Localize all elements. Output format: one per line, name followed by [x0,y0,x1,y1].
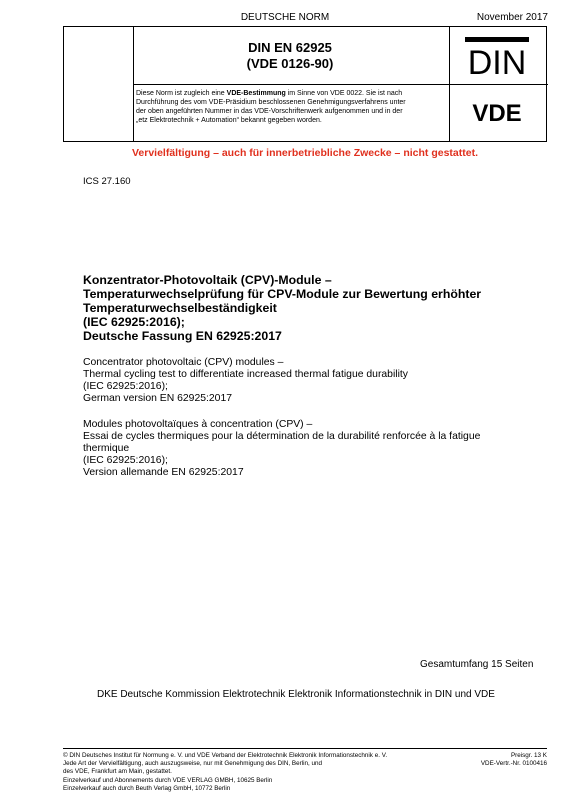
din-logo [464,36,530,78]
vde-note: Diese Norm ist zugleich eine VDE-Bestimmung im Sinne von VDE 0022. Sie ist nach Durchführung des vom VDE-Präsidium beschlossenen Genehmigungsverfahrens unter der oben angeführten Nummer in das VDE-Vorschriftenwerk aufgenommen und in der „etz Elektrotechnik + Automation“ bekannt gegeben worden. [136,90,406,124]
vde-logo [460,98,534,126]
title-german: Konzentrator-Photovoltaik (CPV)-Module – Temperaturwechselprüfung für CPV-Module zur Bewertung erhöhter Temperaturwechselbeständigkeit (IEC 62925:2016); Deutsche Fassung EN 62925:2017 [83,273,482,343]
footer-price-info: Preisgr. 13 K VDE-Vertr.-Nr. 0100416 [480,752,547,768]
norm-type-label: DEUTSCHE NORM [240,12,330,23]
svg-text:VDE: VDE [472,100,522,126]
footer-copyright: © DIN Deutsches Institut für Normung e. V. und VDE Verband der Elektrotechnik Elektronik Informationstechnik e. V. Jede Art der Vervielfältigung, auch auszugsweise, nur mit Genehmigung des DIN, Berlin, und des VDE, Frankfurt am Main, gestattet. Einzelverkauf und Abonnements durch VDE VERLAG GMBH, 10625 Berlin Einzelverkauf auch durch Beuth Verlag GmbH, 10772 Berlin [63,752,388,792]
footer-divider [63,748,547,749]
document-number [133,40,447,72]
publication-date: November 2017 [476,12,548,23]
dke-line: DKE Deutsche Kommission Elektrotechnik Elektronik Informationstechnik in DIN und VDE [97,689,495,700]
page-count: Gesamtumfang 15 Seiten [420,659,534,670]
vde-number: (VDE 0126-90) [246,56,334,71]
din-number: DIN EN 62925 [248,40,332,55]
copy-warning: Vervielfältigung – auch für innerbetriebliche Zwecke – nicht gestattet. [131,147,478,159]
ics-code: ICS 27.160 [83,176,131,187]
title-french: Modules photovoltaïques à concentration (CPV) – Essai de cycles thermiques pour la détermination de la durabilité renforcée à la fatigue thermique (IEC 62925:2016); Version allemande EN 62925:2017 [83,419,481,478]
svg-text:DIN: DIN [467,44,527,78]
title-english: Concentrator photovoltaic (CPV) modules – Thermal cycling test to differentiate increased thermal fatigue durability (IEC 62925:2016); German version EN 62925:2017 [83,357,408,404]
divider-horizontal [133,84,548,85]
